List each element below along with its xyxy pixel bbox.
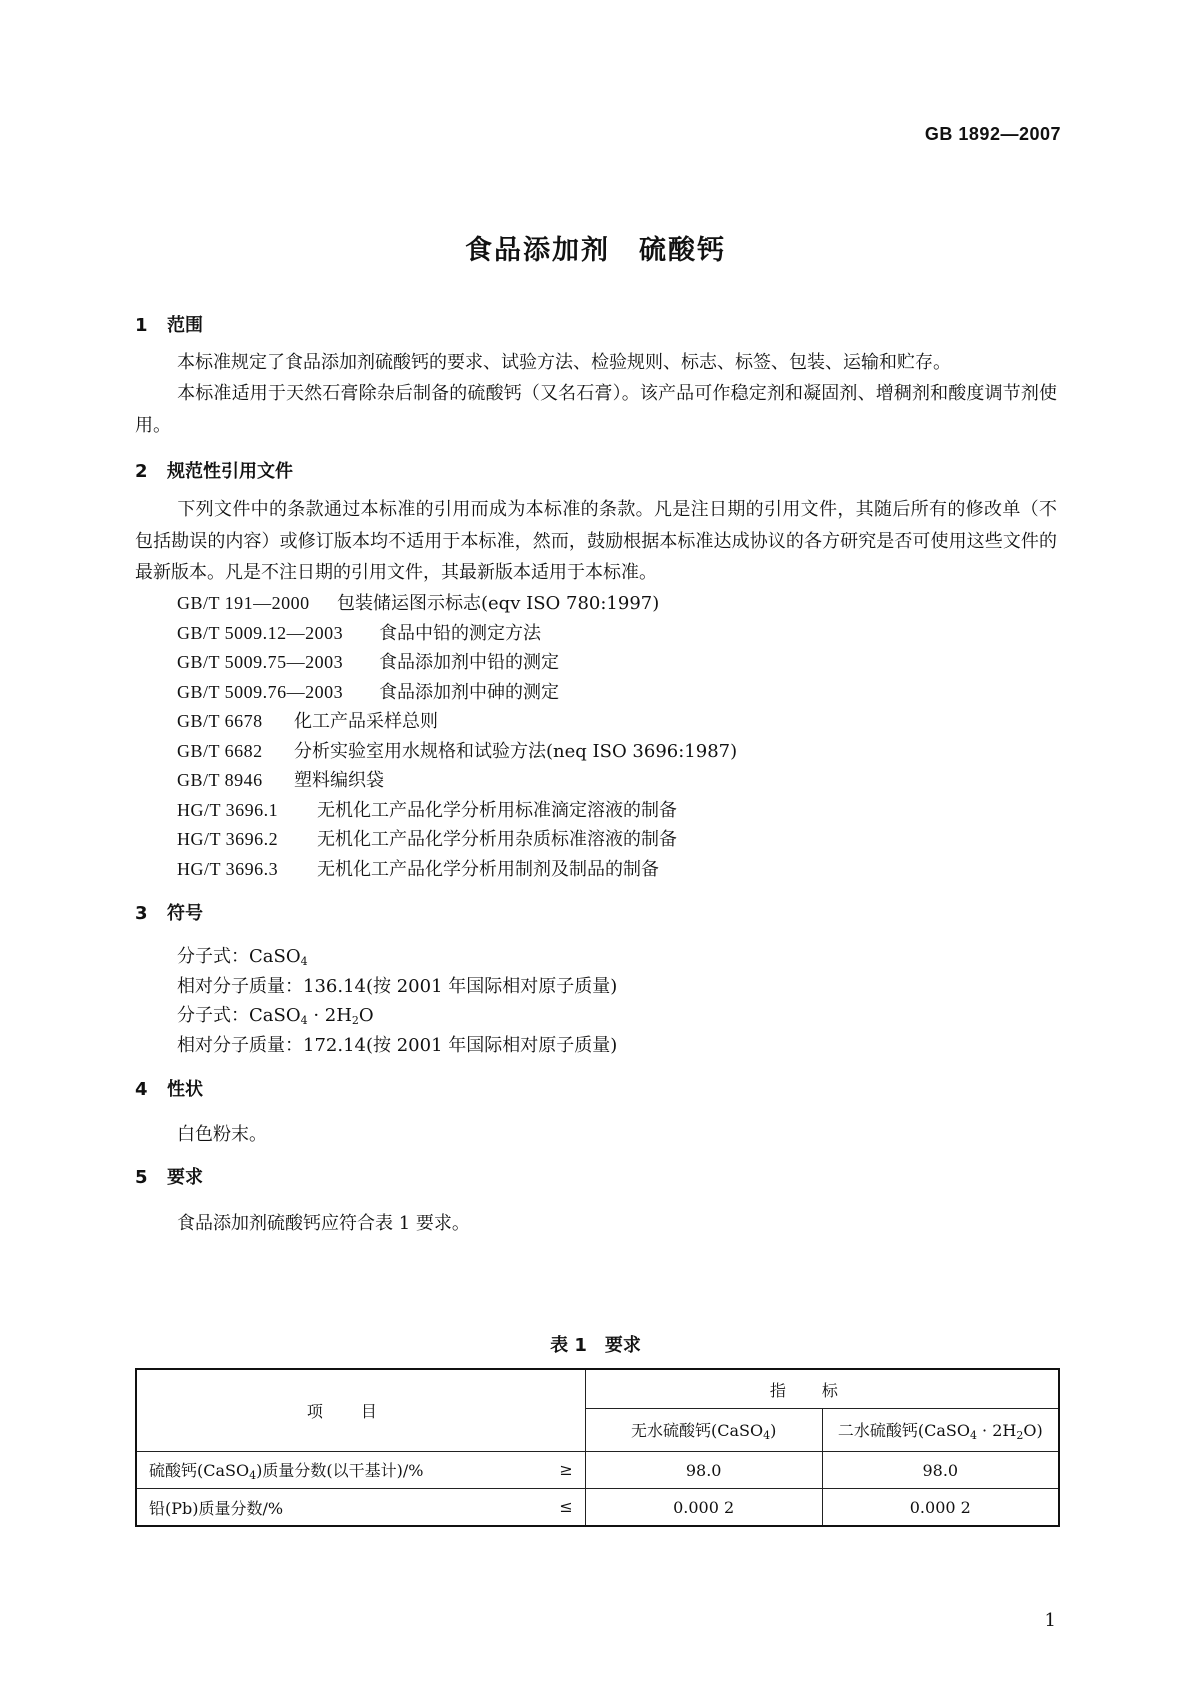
table-cell-value: 0.000 2 (585, 1489, 822, 1527)
table-header-anhydrous: 无水硫酸钙(CaSO$_4$) (585, 1409, 822, 1452)
section-number: 4 (135, 1079, 148, 1100)
section-title: 符号 (167, 903, 203, 924)
section-number: 3 (135, 903, 148, 924)
section-number: 5 (135, 1167, 148, 1188)
table-header-dihydrate: 二水硫酸钙(CaSO$_4$ · $2H_2O$) (822, 1409, 1059, 1452)
section-2-paragraph-1: 下列文件中的条款通过本标准的引用而成为本标准的条款。凡是注日期的引用文件，其随后所有的修改单（不包括勘误的内容）或修订版本均不适用于本标准，然而，鼓励根据本标准达成协议的各方研究是否可使用这些文件的最新版本。凡是不注日期的引用文件，其最新版本适用于本标准。 (135, 499, 1057, 583)
table-header-item: 项目 (136, 1369, 585, 1452)
reference-item: GB/T 5009.75—2003 食品添加剂中铅的测定 (177, 652, 559, 673)
document-number: GB 1892—2007 (924, 124, 1061, 144)
reference-item: GB/T 5009.12—2003 食品中铅的测定方法 (177, 623, 541, 644)
section-number: 2 (135, 461, 148, 482)
table-cell-value: 98.0 (585, 1452, 822, 1489)
section-1-paragraph-2: 本标准适用于天然石膏除杂后制备的硫酸钙（又名石膏）。该产品可作稳定剂和凝固剂、增稠剂和酸度调节剂使用。 (135, 383, 1057, 436)
molecular-formula-anhydrous: 分子式：CaSO$_4$ (177, 946, 308, 968)
section-2-heading (135, 457, 293, 483)
comparison-operator: ≤ (559, 1497, 573, 1516)
reference-item: GB/T 6678 化工产品采样总则 (177, 711, 438, 732)
table-row (136, 1489, 1059, 1527)
reference-item: GB/T 5009.76—2003 食品添加剂中砷的测定 (177, 682, 559, 703)
table-row (136, 1452, 1059, 1489)
reference-item: HG/T 3696.3 无机化工产品化学分析用制剂及制品的制备 (177, 859, 659, 880)
section-4-paragraph: 白色粉末。 (177, 1124, 267, 1145)
section-1-paragraph-1: 本标准规定了食品添加剂硫酸钙的要求、试验方法、检验规则、标志、标签、包装、运输和贮存。 (177, 352, 951, 373)
reference-item: HG/T 3696.2 无机化工产品化学分析用杂质标准溶液的制备 (177, 829, 677, 850)
section-3-heading (135, 899, 203, 925)
table-header-index: 指标 (585, 1369, 1059, 1409)
reference-item: GB/T 6682 分析实验室用水规格和试验方法(neq ISO 3696:1987) (177, 741, 738, 762)
molecular-formula-dihydrate: 分子式：CaSO$_4$ · $2H_2O$ (177, 1005, 374, 1027)
reference-item: HG/T 3696.1 无机化工产品化学分析用标准滴定溶液的制备 (177, 800, 677, 821)
section-5-heading (135, 1163, 203, 1189)
page-number: 1 (1044, 1610, 1056, 1631)
section-5-paragraph: 食品添加剂硫酸钙应符合表 1 要求。 (177, 1213, 470, 1234)
table-caption: 表 1 要求 (550, 1335, 641, 1356)
comparison-operator: ≥ (559, 1460, 573, 1479)
molecular-mass-dihydrate: 相对分子质量：172.14(按 2001 年国际相对原子质量) (177, 1035, 618, 1056)
section-title: 范围 (167, 315, 203, 336)
table-cell-item: 硫酸钙(CaSO$_4$)质量分数(以干基计)/% ≥ (136, 1452, 585, 1489)
page-title: 食品添加剂 硫酸钙 (465, 235, 726, 266)
molecular-mass-anhydrous: 相对分子质量：136.14(按 2001 年国际相对原子质量) (177, 976, 618, 997)
section-title: 规范性引用文件 (167, 461, 293, 482)
reference-item: GB/T 191—2000 包装储运图示标志(eqv ISO 780:1997) (177, 593, 660, 614)
section-number: 1 (135, 315, 148, 336)
section-4-heading (135, 1075, 203, 1101)
table-cell-item: 铅(Pb)质量分数/% ≤ (136, 1489, 585, 1527)
section-1-heading (135, 311, 203, 337)
section-title: 性状 (167, 1079, 203, 1100)
requirements-table (135, 1368, 1060, 1527)
reference-item: GB/T 8946 塑料编织袋 (177, 770, 384, 791)
table-cell-value: 0.000 2 (822, 1489, 1059, 1527)
table-cell-value: 98.0 (822, 1452, 1059, 1489)
section-title: 要求 (167, 1167, 203, 1188)
